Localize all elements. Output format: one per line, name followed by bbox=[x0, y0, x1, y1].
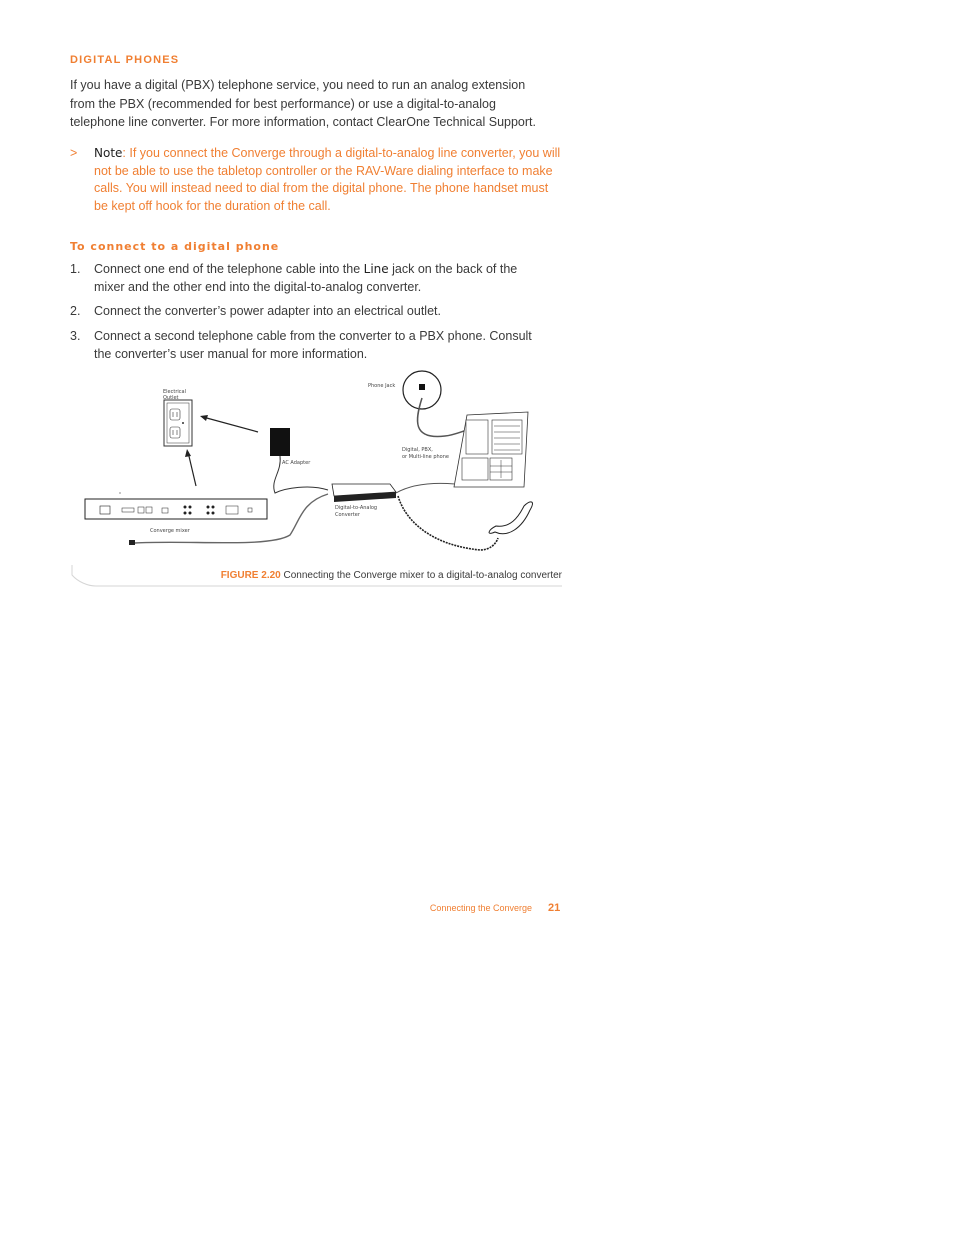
arrow-to-outlet bbox=[188, 452, 196, 486]
note-marker: > bbox=[70, 146, 78, 160]
procedure-heading: To connect to a digital phone bbox=[70, 240, 280, 253]
step-number: 2. bbox=[70, 304, 81, 318]
step-text: Connect a second telephone cable from the converter to a PBX phone. Consult the converter’s user manual for more information. bbox=[94, 329, 532, 361]
handset-cord bbox=[398, 496, 498, 550]
note-label: Note bbox=[94, 146, 123, 160]
step-text: Connect one end of the telephone cable into the bbox=[94, 262, 364, 276]
mixer-line-plug bbox=[129, 540, 135, 545]
step-1 bbox=[70, 261, 550, 296]
page-number: 21 bbox=[548, 902, 561, 914]
arrow-head bbox=[200, 415, 208, 421]
digital-to-analog-converter bbox=[332, 484, 396, 502]
step-3 bbox=[70, 328, 550, 363]
electrical-outlet bbox=[164, 400, 192, 446]
step-text: Connect the converter’s power adapter into an electrical outlet. bbox=[94, 304, 441, 318]
converter-phone-cable bbox=[396, 483, 455, 493]
outlet-label-line2: Outlet bbox=[163, 395, 179, 401]
step-number: 1. bbox=[70, 262, 81, 276]
arrow-to-outlet bbox=[203, 417, 258, 432]
figure-caption bbox=[70, 570, 562, 581]
mixer-label: Converge mixer bbox=[150, 528, 190, 534]
footer-section-title: Connecting the Converge bbox=[429, 903, 532, 913]
note-block bbox=[70, 145, 565, 215]
converge-mixer bbox=[85, 492, 267, 519]
step-text: jack on the back of the mixer and the other end into the digital-to-analog converter. bbox=[94, 262, 518, 294]
converter-label-line1: Digital-to-Analog bbox=[335, 505, 378, 511]
outlet-label-line1: Electrical bbox=[163, 389, 186, 395]
figure-caption-text: Connecting the Converge mixer to a digital-to-analog converter bbox=[280, 570, 562, 581]
arrow-head bbox=[185, 449, 191, 457]
step-2 bbox=[70, 303, 550, 321]
ac-adapter-label: AC Adapter bbox=[282, 460, 311, 466]
ac-adapter bbox=[270, 428, 290, 456]
phone-jack-label: Phone Jack bbox=[368, 383, 396, 389]
step-keyword: Line bbox=[363, 262, 389, 276]
phone-handset bbox=[489, 502, 532, 534]
step-number: 3. bbox=[70, 329, 81, 343]
figure-number: FIGURE 2.20 bbox=[220, 570, 281, 581]
connection-diagram bbox=[70, 360, 565, 590]
converter-label-line2: Converter bbox=[335, 512, 360, 518]
intro-paragraph: If you have a digital (PBX) telephone service, you need to run an analog extension from the PBX (recommended for best performance) or use a digital-to-analog telephone line converter. For more information, contact ClearOne Technical Support. bbox=[70, 78, 536, 129]
multi-line-phone bbox=[454, 412, 528, 487]
section-heading: DIGITAL PHONES bbox=[70, 54, 180, 66]
note-text: : If you connect the Converge through a digital-to-analog line converter, you will not be able to use the tabletop controller or the RAV-Ware dialing interface to make calls. You will instead need to dial from the digital phone. The phone handset must be kept off hook for the duration of the call. bbox=[94, 146, 561, 213]
pbx-label-line2: or Multi-line phone bbox=[402, 454, 449, 460]
phone-jack-port bbox=[419, 384, 425, 390]
pbx-label-line1: Digital, PBX, bbox=[402, 447, 433, 453]
